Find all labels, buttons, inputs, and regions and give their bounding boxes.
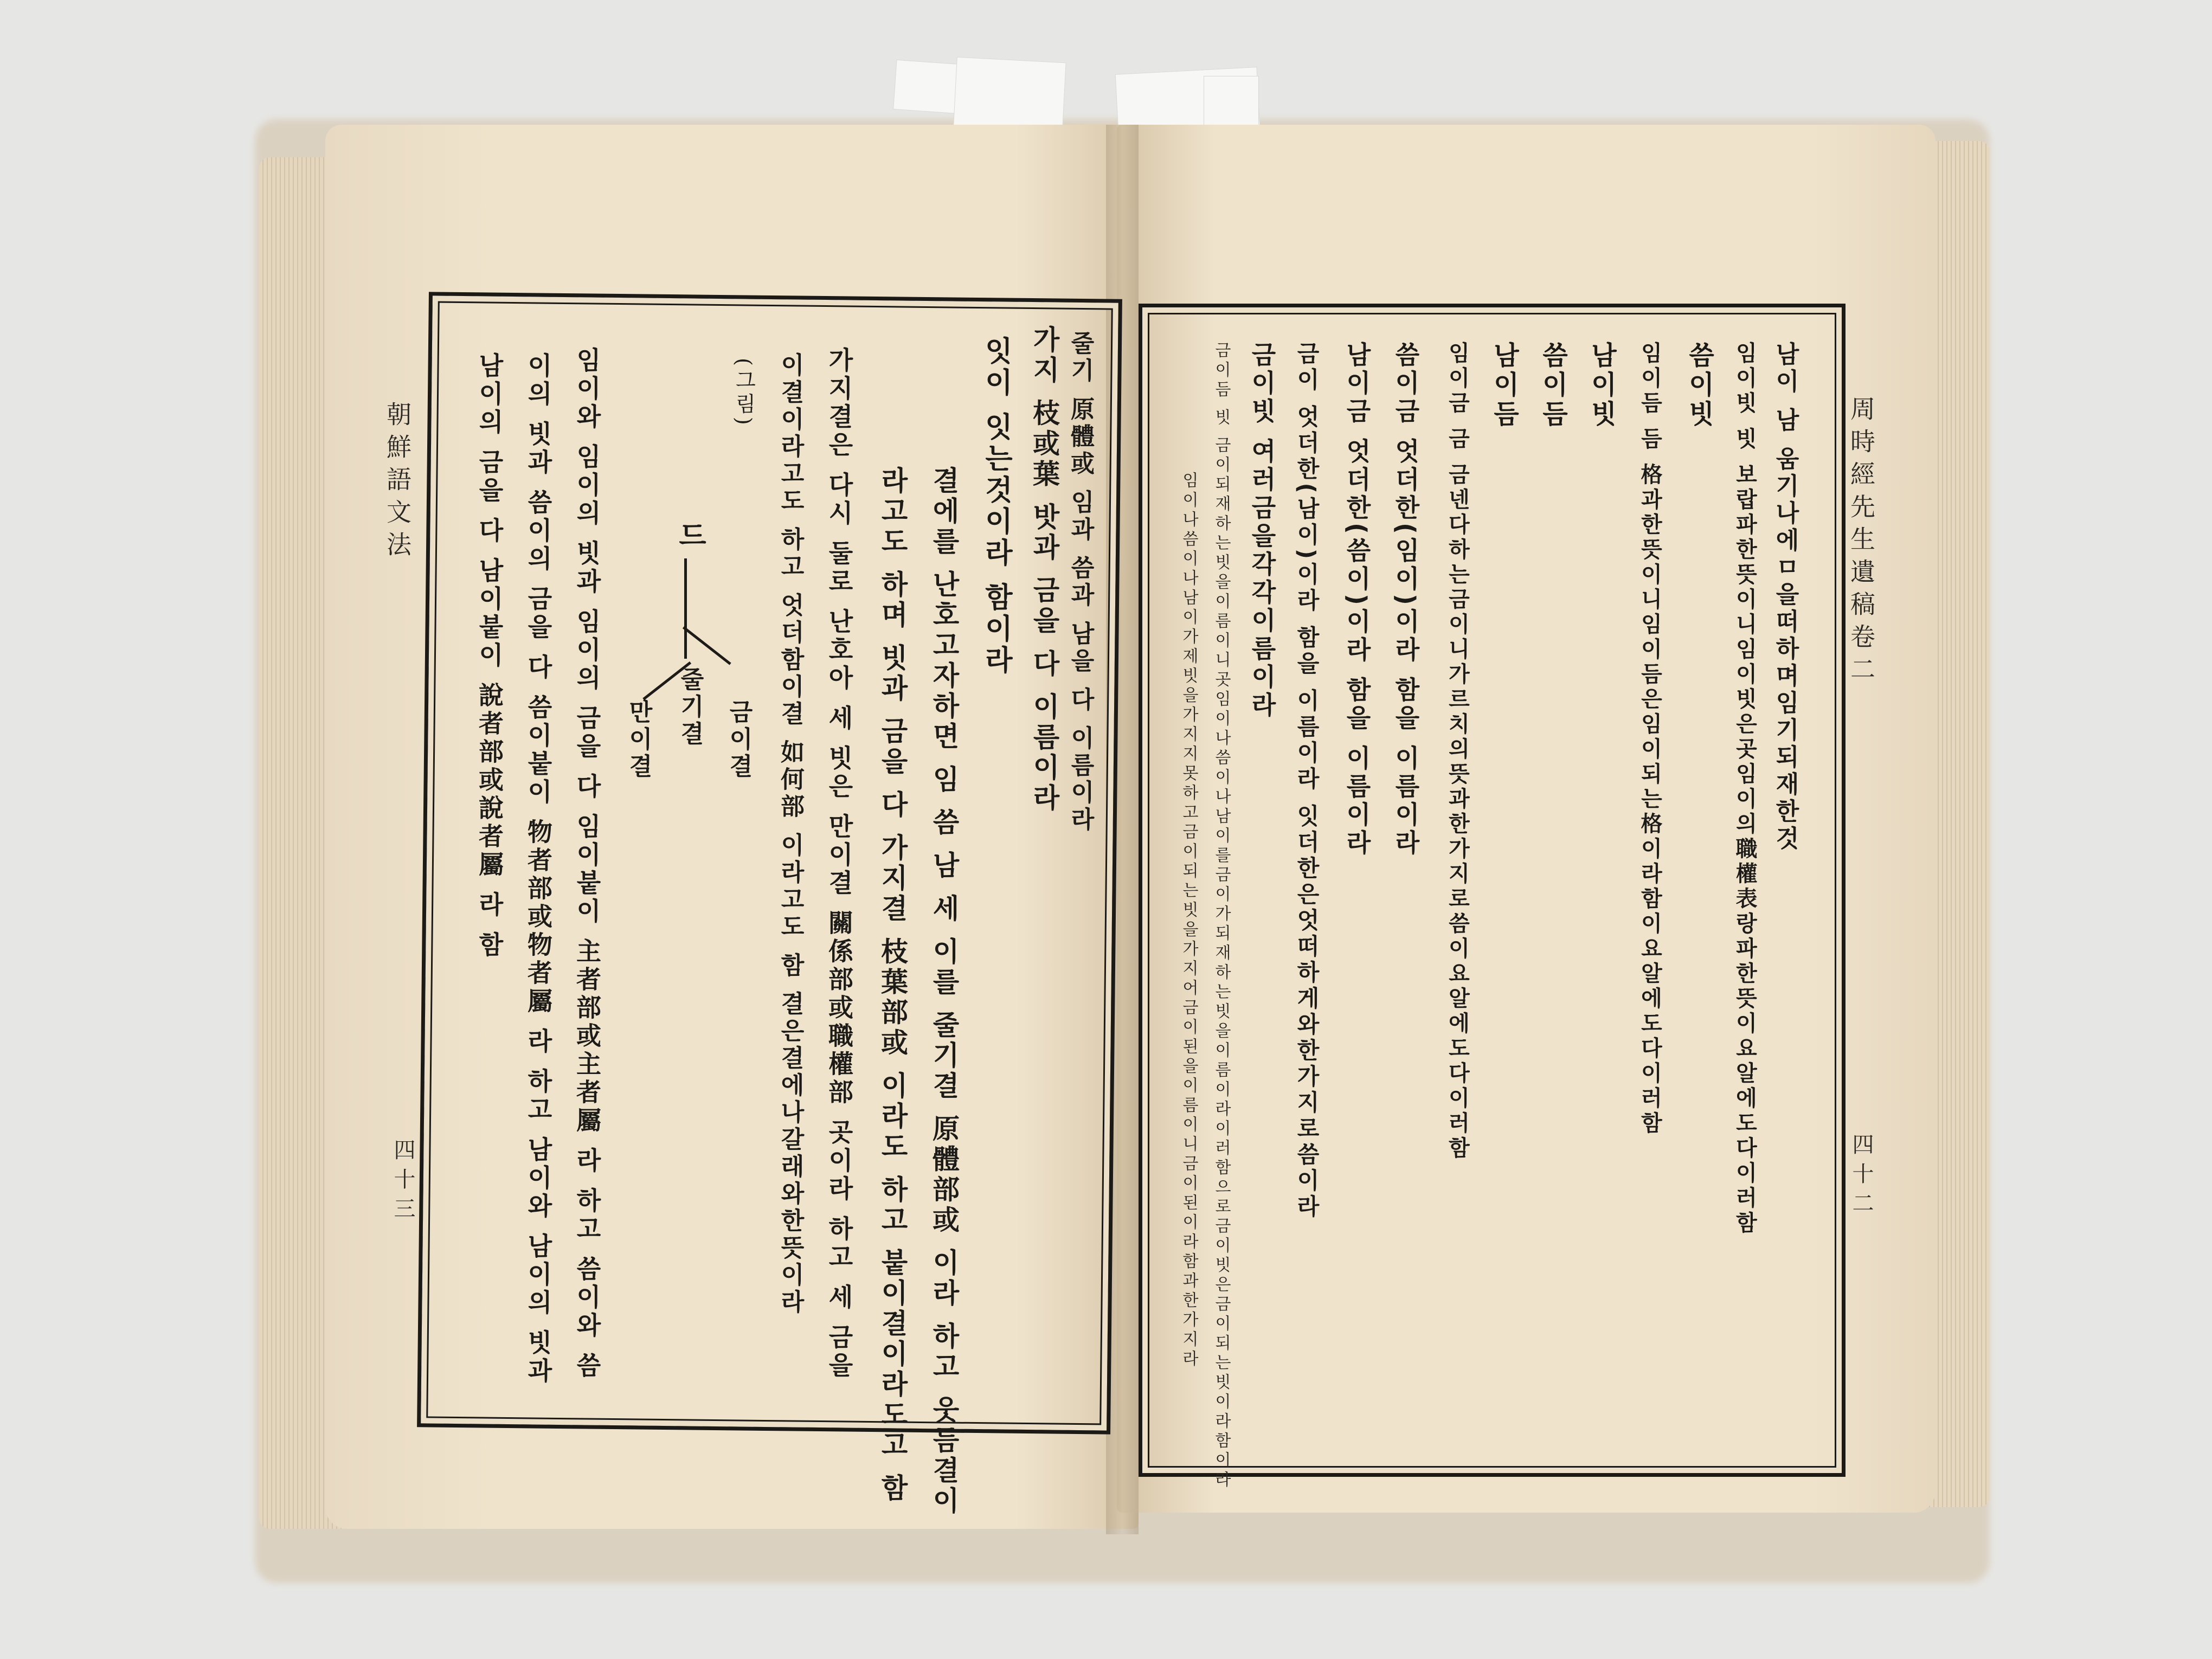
diagram-line bbox=[684, 558, 687, 629]
left-running-header: 朝鮮語文法 bbox=[383, 401, 412, 564]
text-column: 임이와 임이의 빗과 임이의 금을 다 임이붙이 主者部或主者屬 라 하고 씀이와 씀 bbox=[573, 347, 602, 1381]
text-column: 임이나씀이나남이가제빗을가지지못하고금이되는빗을가지어금이된을이름이니금이된이라함과한가지라 bbox=[1179, 472, 1198, 1369]
text-column: 남이금 엇더한(씀이)이라 함을 이름이라 bbox=[1342, 342, 1372, 858]
text-column: 남이빗 bbox=[1586, 342, 1617, 429]
text-column: 금이빗 여러금을각각이름이라 bbox=[1248, 342, 1277, 721]
diagram-branch: 줄기결 bbox=[676, 667, 704, 748]
diagram-branch: 금이결 bbox=[725, 699, 753, 781]
diagram-root: 드 bbox=[673, 520, 706, 552]
diagram-line bbox=[684, 626, 687, 659]
text-column: 결에를 난호고자하면 임 씀 남 세 이를 줄기결 原體部或 이라 하고 웃듬결이 bbox=[928, 466, 960, 1517]
text-column: 이의 빗과 씀이의 금을 다 씀이붙이 物者部或物者屬 라 하고 남이와 남이의 빗과 bbox=[524, 352, 553, 1386]
text-column: 남이 남 움기나에ㅁ을떠하며임기되재한것 bbox=[1771, 342, 1799, 853]
right-running-header: 周時經先生遺稿卷二 bbox=[1847, 396, 1876, 689]
text-column: 줄기 原體或 임과 씀과 남을 다 이름이라 bbox=[1066, 331, 1094, 834]
text-column: 가지결은 다시 둘로 난호아 세 빗은 만이결 關係部或職權部 곳이라 하고 세 금을 bbox=[825, 347, 854, 1381]
text-column: 씀이금 엇더한(임이)이라 함을 이름이라 bbox=[1391, 342, 1420, 858]
text-column: 남이듬 bbox=[1489, 342, 1519, 429]
figure-label: (그림) bbox=[732, 358, 756, 428]
text-column: 이결이라고도 하고 엇더함이결 如何部 이라고도 함 결은결에나갈래와한뜻이라 bbox=[776, 352, 804, 1316]
text-column: 금이 엇더한(남이)이라 함을 이름이라 잇더한은엇떠하게와한가지로씀이라 bbox=[1294, 342, 1320, 1220]
diagram-branch: 만이결 bbox=[625, 699, 652, 781]
right-page-number: 四十二 bbox=[1849, 1133, 1874, 1221]
text-column: 남이의 금을 다 남이붙이 說者部或說者屬 라 함 bbox=[475, 352, 504, 960]
text-column: 임이금 금 금넨다하는금이니가르치의뜻과한가지로씀이요알에도다이러함 bbox=[1445, 342, 1470, 1161]
text-column: 잇이 잇는것이라 함이라 bbox=[980, 336, 1012, 677]
text-column: 임이듬 듬 格과한뜻이니임이듬은임이되는格이라함이요알에도다이러함 bbox=[1637, 342, 1662, 1136]
left-page-number: 四十三 bbox=[390, 1139, 415, 1226]
text-column: 라고도 하며 빗과 금을 다 가지결 枝葉部或 이라도 하고 붙이결이라도고 함 bbox=[877, 466, 908, 1504]
text-column: 가지 枝或葉 밧과 금을 다 이름이라 bbox=[1028, 325, 1060, 814]
text-column: 금이듬 빗 금이되재하는빗을이름이니곳임이나씀이나남이를금이가되재하는빗을이름이라이러함으로금이빗은금이되는빗이라함이라 bbox=[1212, 342, 1231, 1491]
text-column: 임이빗 빗 보랍파한뜻이니임이빗은곳임이의職權表랑파한뜻이요알에도다이러함 bbox=[1732, 342, 1757, 1236]
text-column: 씀이빗 bbox=[1684, 342, 1714, 429]
text-column: 씀이듬 bbox=[1538, 342, 1568, 429]
